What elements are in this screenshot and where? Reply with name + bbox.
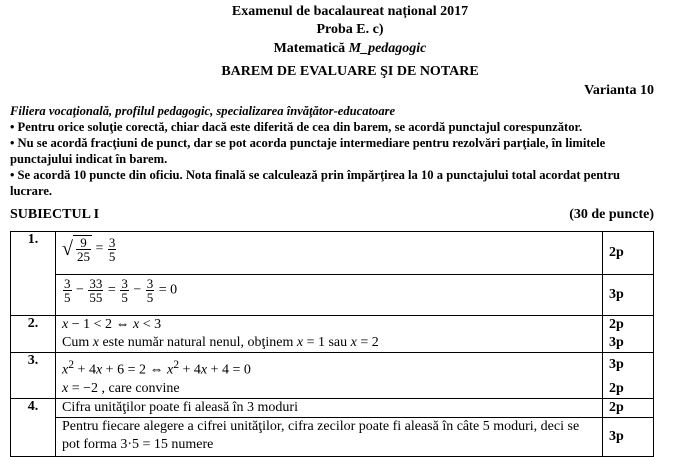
points: 2p (603, 316, 654, 335)
points: 3p (603, 417, 654, 456)
exam-proba: Proba E. c) (316, 22, 384, 37)
solution-step: x = −2 , care convine (56, 380, 603, 399)
points: 2p (603, 232, 654, 275)
table-row (11, 398, 654, 417)
solution-step: √ $\frac{9}{25}$ = $\frac{3}{5}$ (56, 232, 603, 275)
filiera-text: Filiera vocaţională, profilul pedagogic, specializarea învăţător-educatoare (10, 104, 396, 118)
exam-title: Examenul de bacalaureat național 2017 (231, 4, 469, 19)
points: 2p (603, 398, 654, 417)
item-number: 2. (11, 316, 56, 353)
table-row (11, 316, 654, 335)
table-row (11, 417, 654, 456)
table-row (11, 380, 654, 399)
variant-label: Varianta 10 (584, 83, 654, 98)
table-row (11, 334, 654, 353)
section-header (10, 207, 654, 223)
bullet-3: • Se acordă 10 puncte din oficiu. Nota finală se calculează prin împărţirea la 10 a punctajului total acordat pentru lucrare. (10, 168, 621, 198)
table-row (11, 353, 654, 380)
solution-step: $\frac{3}{5}$ − $\frac{33}{55}$ = $\frac{3}{5}$ − $\frac{3}{5}$ = 0 (56, 275, 603, 316)
points: 3p (603, 334, 654, 353)
section-points: (30 de puncte) (569, 207, 654, 222)
points: 3p (603, 353, 654, 380)
bullet-1: • Pentru orice soluţie corectă, chiar dacă este diferită de cea din barem, se acordă punctajul corespunzător. (10, 120, 583, 134)
table-row (11, 275, 654, 316)
points: 2p (603, 380, 654, 399)
points: 3p (603, 275, 654, 316)
solution-step: $x^2 + 4x + 6 = 2$ ⇔ $x^2 + 4x + 4 = 0$ (56, 353, 603, 380)
barem-title: BAREM DE EVALUARE ŞI DE NOTARE (221, 64, 479, 79)
exam-subject: Matematică M_pedagogic (273, 41, 427, 56)
barem-table (10, 231, 654, 457)
table-row (11, 232, 654, 275)
solution-step: Cifra unităţilor poate fi aleasă în 3 moduri (56, 398, 603, 417)
bullet-2: • Nu se acordă fracţiuni de punct, dar se pot acorda punctaje intermediare pentru rezolvări parţiale, în limitele punctajului indicat în barem. (10, 136, 606, 166)
item-number: 1. (11, 232, 56, 316)
section-title: SUBIECTUL I (10, 207, 100, 222)
solution-step: Pentru fiecare alegere a cifrei unităţilor, cifra zecilor poate fi aleasă în câte 5 moduri, deci se pot forma 3·5 = 15 numere (56, 417, 603, 456)
solution-step: x − 1 < 2 ⇔ x < 3 (56, 316, 603, 335)
item-number: 4. (11, 398, 56, 456)
item-number: 3. (11, 353, 56, 399)
solution-step: Cum x este număr natural nenul, obţinem x = 1 sau x = 2 (56, 334, 603, 353)
